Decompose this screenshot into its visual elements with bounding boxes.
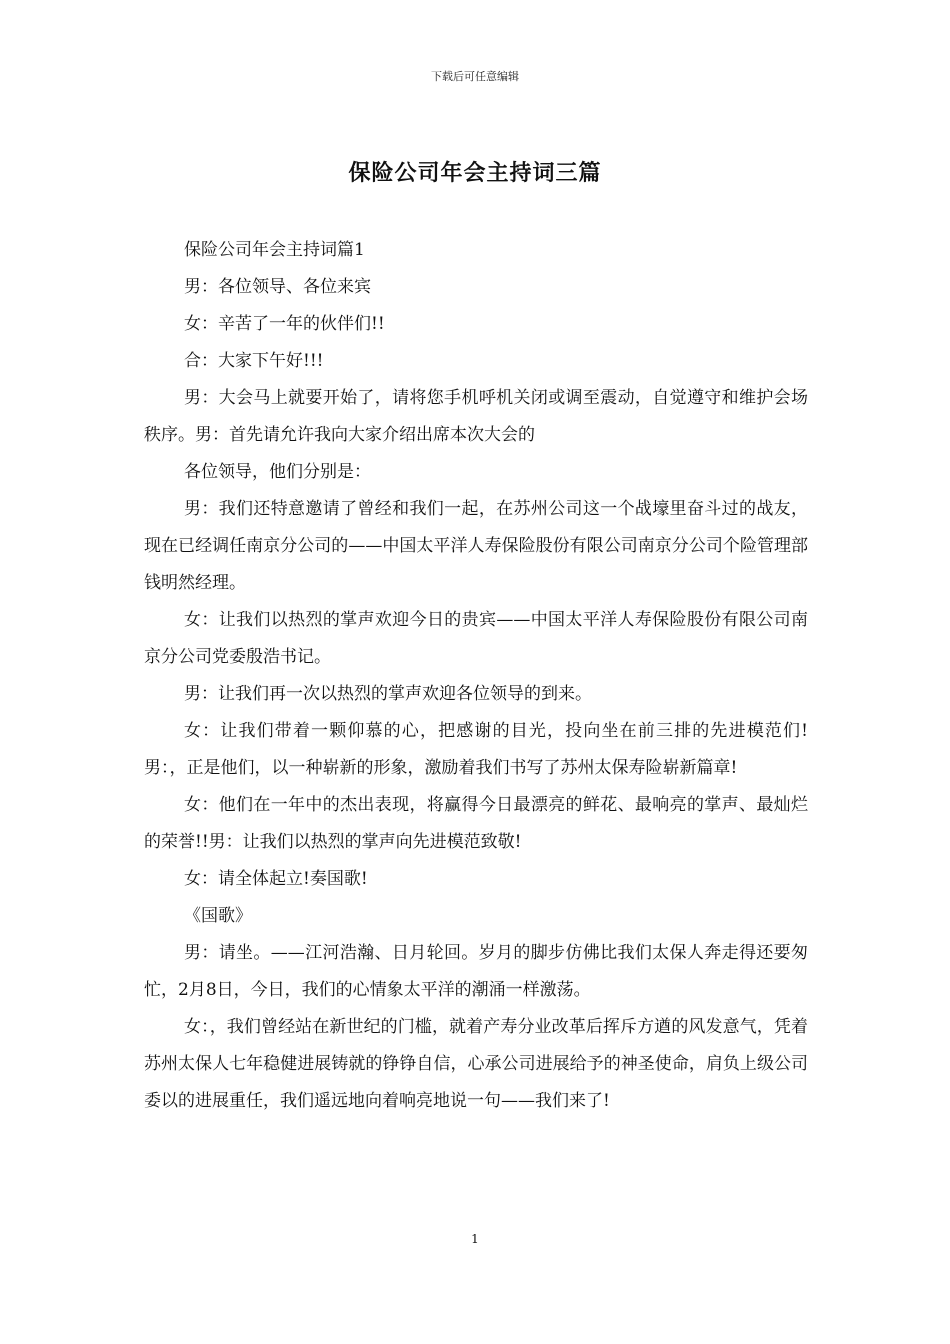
paragraph: 女：让我们带着一颗仰慕的心，把感谢的目光，投向坐在前三排的先进模范们!男：，正是他们，以一种崭新的形象，激励着我们书写了苏州太保寿险崭新篇章! [144,721,808,778]
paragraph: 男：各位领导、各位来宾 [184,277,371,297]
paragraph: 女：他们在一年中的杰出表现，将赢得今日最漂亮的鲜花、最响亮的掌声、最灿烂的荣誉!!男：让我们以热烈的掌声向先进模范致敬! [144,795,808,852]
page-number: 1 [471,1232,479,1246]
document-title: 保险公司年会主持词三篇 [348,160,602,186]
page-header: 下载后可任意编辑 [431,70,519,83]
paragraph: 男：我们还特意邀请了曾经和我们一起，在苏州公司这一个战壕里奋斗过的战友，现在已经调任南京分公司的——中国太平洋人寿保险股份有限公司南京分公司个险管理部钱明然经理。 [144,499,808,593]
paragraph: 各位领导，他们分别是： [184,462,371,482]
paragraph: 女：让我们以热烈的掌声欢迎今日的贵宾——中国太平洋人寿保险股份有限公司南京分公司党委殷浩书记。 [144,610,808,667]
paragraph: 合：大家下午好!!! [184,351,324,371]
paragraph: 男：大会马上就要开始了，请将您手机呼机关闭或调至震动，自觉遵守和维护会场秩序。男：首先请允许我向大家介绍出席本次大会的 [144,388,808,445]
paragraph: 保险公司年会主持词篇1 [184,240,365,260]
paragraph: 女：辛苦了一年的伙伴们!! [184,314,385,334]
paragraph: 女：，我们曾经站在新世纪的门槛，就着产寿分业改革后挥斥方遒的风发意气，凭着苏州太保人七年稳健进展铸就的铮铮自信，心承公司进展给予的神圣使命，肩负上级公司委以的进展重任，我们遥远地向着响亮地说一句——我们来了! [144,1017,808,1111]
paragraph: 男：让我们再一次以热烈的掌声欢迎各位领导的到来。 [184,684,592,704]
document-body [144,232,808,1120]
paragraph: 女：请全体起立!奏国歌! [184,869,368,889]
paragraph: 《国歌》 [184,906,252,926]
paragraph: 男：请坐。——江河浩瀚、日月轮回。岁月的脚步仿佛比我们太保人奔走得还要匆忙，2月8日，今日，我们的心情象太平洋的潮涌一样激荡。 [144,943,808,1000]
